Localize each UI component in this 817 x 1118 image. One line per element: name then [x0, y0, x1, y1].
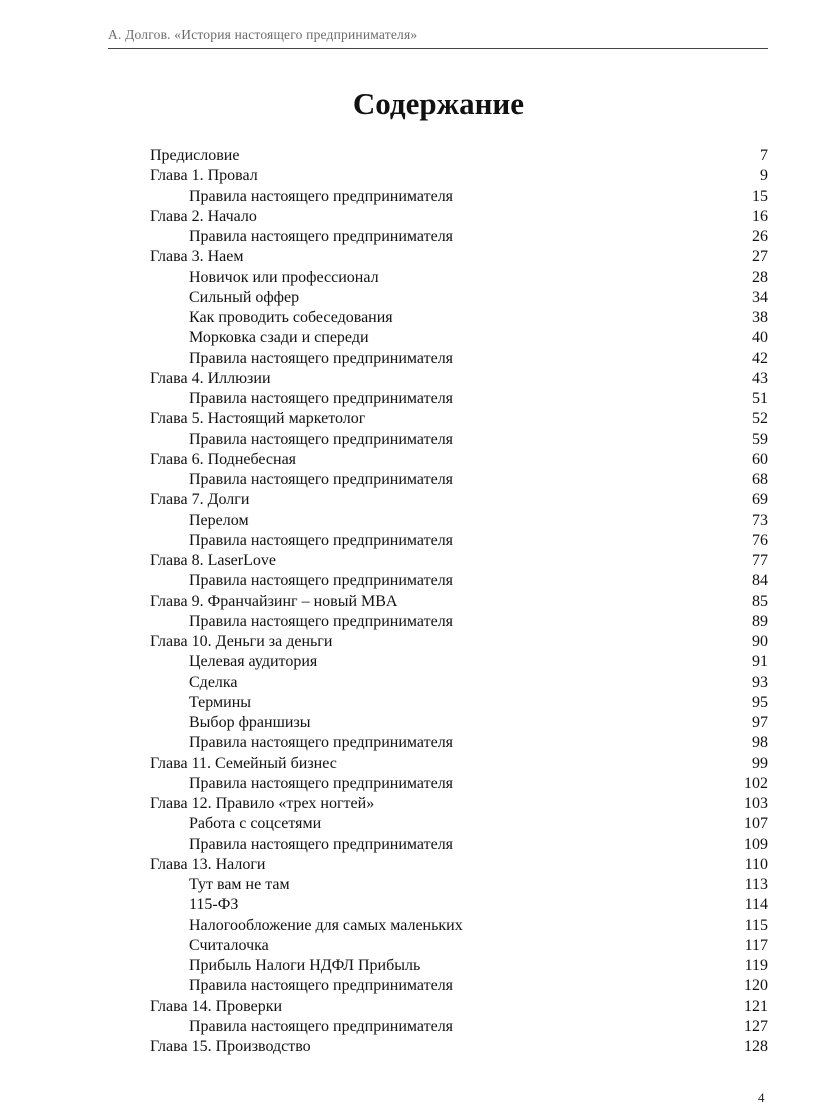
- toc-page-number: 9: [760, 167, 768, 185]
- toc-entry[interactable]: [150, 207, 768, 227]
- toc-entry-label: Правила настоящего предпринимателя: [189, 1017, 454, 1035]
- toc-subentry[interactable]: [150, 470, 768, 490]
- toc-page-number: 52: [752, 410, 768, 428]
- toc-entry-label: Глава 9. Франчайзинг – новый MBA: [150, 592, 398, 610]
- toc-subentry[interactable]: [150, 308, 768, 328]
- toc-subentry[interactable]: [150, 875, 768, 895]
- toc-page-number: 117: [744, 936, 768, 954]
- header-divider: [108, 48, 768, 49]
- toc-subentry[interactable]: [150, 814, 768, 834]
- toc-entry-label: Правила настоящего предпринимателя: [189, 531, 454, 549]
- toc-entry-label: Правила настоящего предпринимателя: [189, 572, 454, 590]
- toc-entry-label: 115-ФЗ: [189, 896, 239, 914]
- toc-page-number: 26: [752, 228, 768, 245]
- toc-entry-label: Сильный оффер: [189, 288, 300, 306]
- toc-page-number: 69: [752, 491, 768, 509]
- toc-page-number: 109: [744, 835, 768, 853]
- toc-subentry[interactable]: [150, 956, 768, 976]
- toc-page-number: 119: [744, 957, 768, 974]
- toc-entry-label: Налогообложение для самых маленьких: [189, 916, 463, 934]
- toc-page-number: 103: [744, 795, 768, 812]
- toc-subentry[interactable]: [150, 835, 768, 855]
- toc-page-number: 113: [744, 876, 768, 893]
- toc-page-number: 85: [752, 592, 768, 610]
- toc-subentry[interactable]: [150, 916, 768, 936]
- toc-entry[interactable]: [150, 754, 768, 774]
- toc-entry[interactable]: [150, 997, 768, 1017]
- toc-subentry[interactable]: [150, 612, 768, 632]
- toc-entry-label: Правила настоящего предпринимателя: [189, 187, 454, 205]
- toc-subentry[interactable]: [150, 895, 768, 915]
- toc-entry[interactable]: [150, 409, 768, 429]
- toc-entry[interactable]: [150, 1037, 768, 1057]
- toc-subentry[interactable]: [150, 774, 768, 794]
- toc-subentry[interactable]: [150, 936, 768, 956]
- toc-entry-label: Глава 5. Настоящий маркетолог: [150, 410, 366, 428]
- toc-subentry[interactable]: [150, 349, 768, 369]
- toc-subentry[interactable]: [150, 389, 768, 409]
- toc-entry-label: Правила настоящего предпринимателя: [189, 390, 454, 407]
- toc-entry-label: Целевая аудитория: [189, 653, 318, 671]
- toc-entry-label: Глава 1. Провал: [150, 167, 258, 185]
- toc-entry-label: Предисловие: [150, 147, 240, 164]
- toc-entry-label: Правила настоящего предпринимателя: [189, 430, 454, 448]
- toc-entry-label: Глава 7. Долги: [150, 491, 250, 509]
- toc-entry-label: Глава 14. Проверки: [150, 997, 283, 1015]
- toc-entry-label: Глава 13. Налоги: [150, 855, 266, 873]
- toc-entry[interactable]: [150, 247, 768, 267]
- toc-page-number: 107: [744, 815, 768, 833]
- toc-entry[interactable]: [150, 369, 768, 389]
- toc-entry-label: Работа с соцсетями: [189, 815, 322, 833]
- toc-entry[interactable]: [150, 551, 768, 571]
- toc-page-number: 68: [752, 471, 768, 488]
- toc-page-number: 28: [752, 268, 768, 286]
- toc-page-number: 16: [752, 207, 768, 225]
- toc-subentry[interactable]: [150, 227, 768, 247]
- toc-entry[interactable]: [150, 450, 768, 470]
- toc-page-number: 98: [752, 734, 768, 752]
- toc-page-number: 95: [752, 693, 768, 711]
- toc-entry-label: Правила настоящего предпринимателя: [189, 612, 454, 630]
- toc-subentry[interactable]: [150, 187, 768, 207]
- toc-subentry[interactable]: [150, 652, 768, 672]
- toc-entry-label: Морковка сзади и спереди: [189, 329, 369, 347]
- toc-page-number: 77: [752, 552, 768, 569]
- toc-entry[interactable]: [150, 794, 768, 814]
- toc-entry-label: Правила настоящего предпринимателя: [189, 774, 454, 792]
- toc-subentry[interactable]: [150, 673, 768, 693]
- toc-entry-label: Глава 8. LaserLove: [150, 552, 276, 569]
- page-number: 4: [758, 1090, 765, 1105]
- toc-page-number: 121: [744, 997, 768, 1015]
- toc-page-number: 73: [752, 511, 768, 529]
- toc-entry-label: Правила настоящего предпринимателя: [189, 835, 454, 853]
- toc-subentry[interactable]: [150, 976, 768, 996]
- toc-page-number: 97: [752, 714, 768, 731]
- toc-subentry[interactable]: [150, 268, 768, 288]
- toc-page-number: 89: [752, 612, 768, 630]
- toc-page-number: 43: [752, 369, 768, 387]
- toc-entry-label: Термины: [189, 693, 252, 711]
- toc-subentry[interactable]: [150, 571, 768, 591]
- toc-page-number: 34: [752, 288, 768, 306]
- toc-page-number: 84: [752, 572, 768, 590]
- toc-entry-label: Тут вам не там: [189, 876, 290, 893]
- toc-page-number: 127: [744, 1017, 768, 1035]
- toc-subentry[interactable]: [150, 693, 768, 713]
- toc-subentry[interactable]: [150, 288, 768, 308]
- running-header: А. Долгов. «История настоящего предпринимателя»: [108, 27, 418, 42]
- toc-page-number: 128: [744, 1038, 768, 1055]
- toc-entry-label: Выбор франшизы: [189, 714, 311, 731]
- toc-subentry[interactable]: [150, 713, 768, 733]
- toc-page-number: 114: [744, 896, 768, 914]
- toc-entry[interactable]: [150, 632, 768, 652]
- toc-page-number: 120: [744, 977, 768, 995]
- toc-page-number: 51: [752, 390, 768, 407]
- toc-entry-label: Правила настоящего предпринимателя: [189, 349, 454, 367]
- toc-subentry[interactable]: [150, 1017, 768, 1037]
- toc-page-number: 59: [752, 430, 768, 448]
- toc-page-number: 102: [744, 774, 768, 792]
- toc-entry-label: Правила настоящего предпринимателя: [189, 977, 454, 995]
- toc-entry[interactable]: [150, 166, 768, 186]
- toc-page-number: 115: [744, 916, 768, 934]
- toc-subentry[interactable]: [150, 328, 768, 348]
- toc-entry-label: Считалочка: [189, 936, 269, 954]
- toc-entry-label: Глава 11. Семейный бизнес: [150, 754, 337, 772]
- toc-entry-label: Перелом: [189, 511, 249, 529]
- toc-page-number: 93: [752, 673, 768, 691]
- toc-entry-label: Правила настоящего предпринимателя: [189, 734, 454, 752]
- toc-entry-label: Глава 15. Производство: [150, 1038, 311, 1055]
- toc-page-number: 40: [752, 329, 768, 347]
- toc-page-number: 15: [752, 187, 768, 205]
- toc-page-number: 60: [752, 450, 768, 468]
- page-title: Содержание: [352, 86, 525, 121]
- toc-entry-label: Как проводить собеседования: [189, 309, 393, 326]
- toc-entry-label: Новичок или профессионал: [189, 268, 379, 286]
- toc-entry[interactable]: [150, 146, 768, 166]
- toc-subentry[interactable]: [150, 430, 768, 450]
- toc-entry-label: Сделка: [189, 673, 238, 691]
- toc-page-number: 90: [752, 633, 768, 650]
- toc-page-number: 42: [752, 349, 768, 367]
- toc-entry[interactable]: [150, 855, 768, 875]
- toc-page-number: 7: [760, 147, 768, 164]
- toc-entry[interactable]: [150, 592, 768, 612]
- toc-subentry[interactable]: [150, 531, 768, 551]
- toc-subentry[interactable]: [150, 511, 768, 531]
- toc-entry[interactable]: [150, 490, 768, 510]
- toc-entry-label: Глава 3. Наем: [150, 248, 244, 266]
- table-of-contents: [150, 146, 768, 1057]
- toc-page-number: 38: [752, 309, 768, 326]
- toc-entry-label: Глава 12. Правило «трех ногтей»: [150, 795, 375, 812]
- toc-page-number: 91: [752, 653, 768, 671]
- toc-page-number: 99: [752, 754, 768, 772]
- toc-entry-label: Правила настоящего предпринимателя: [189, 471, 454, 488]
- toc-page-number: 27: [752, 248, 768, 266]
- toc-page-number: 76: [752, 531, 768, 549]
- toc-entry-label: Глава 10. Деньги за деньги: [150, 633, 333, 650]
- toc-entry-label: Глава 6. Поднебесная: [150, 450, 297, 468]
- toc-entry-label: Глава 4. Иллюзии: [150, 369, 271, 387]
- toc-entry-label: Прибыль Налоги НДФЛ Прибыль: [189, 957, 421, 974]
- toc-entry-label: Глава 2. Начало: [150, 207, 257, 225]
- toc-entry-label: Правила настоящего предпринимателя: [189, 228, 454, 245]
- toc-page-number: 110: [744, 855, 768, 873]
- toc-subentry[interactable]: [150, 733, 768, 753]
